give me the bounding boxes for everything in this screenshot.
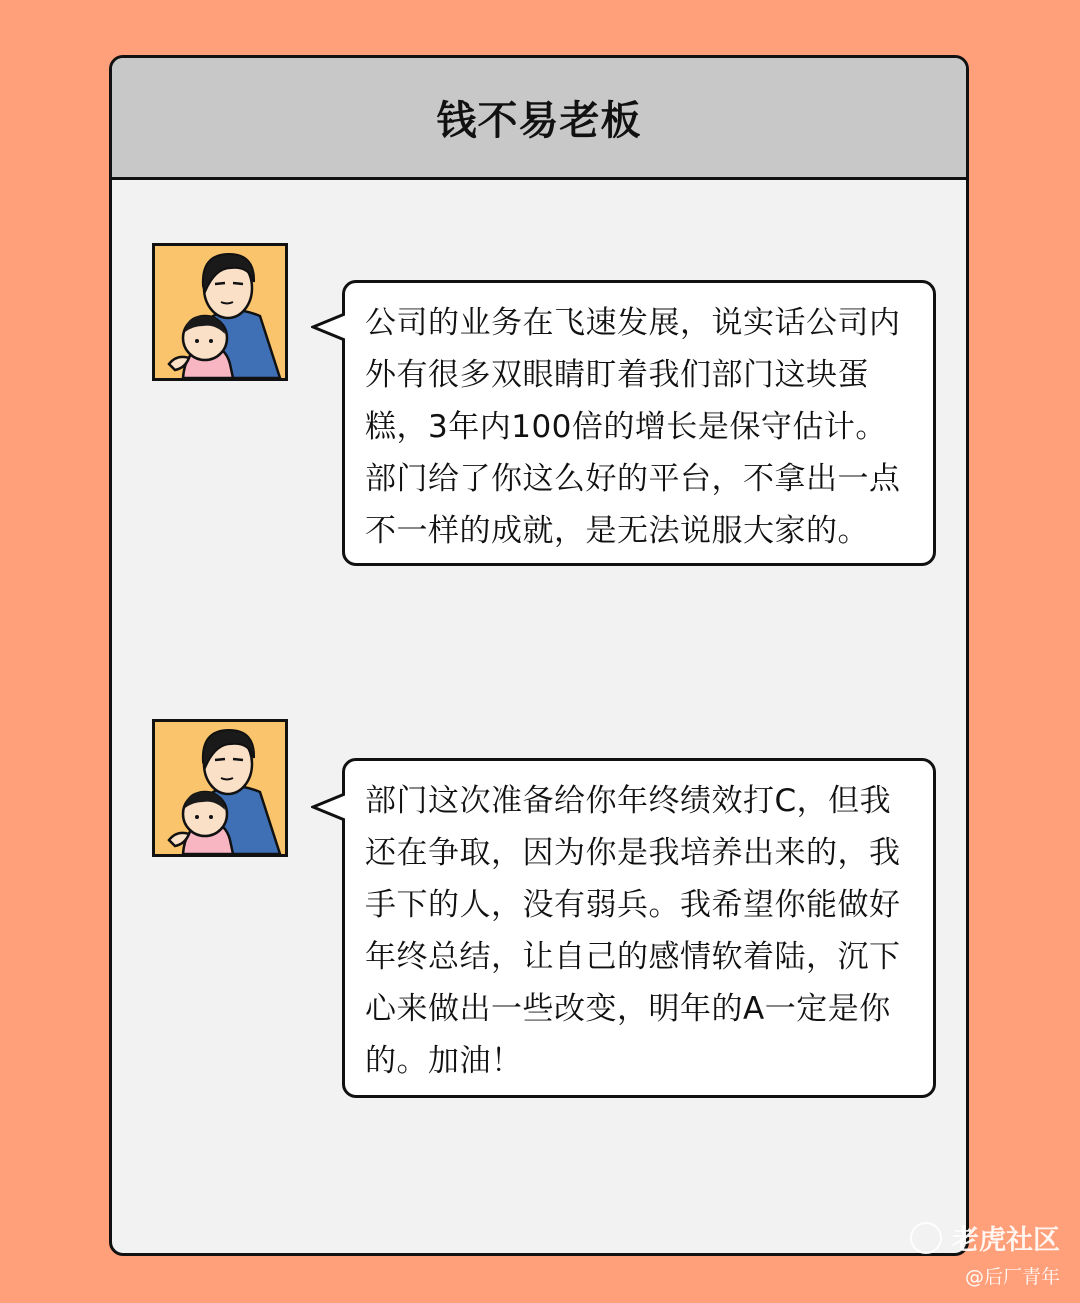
message-text-1: 公司的业务在飞速发展，说实话公司内外有很多双眼睛盯着我们部门这块蛋糕，3年内100倍的增长是保守估计。部门给了你这么好的平台，不拿出一点不一样的成就，是无法说服大家的。 bbox=[365, 305, 901, 549]
bubble-tail-icon bbox=[311, 791, 345, 823]
tiger-community-icon bbox=[910, 1222, 942, 1254]
watermark-brand: 老虎社区 bbox=[952, 1225, 1060, 1256]
boss-avatar[interactable] bbox=[152, 719, 288, 857]
chat-title: 钱不易老板 bbox=[436, 98, 642, 144]
boss-avatar[interactable] bbox=[152, 243, 288, 381]
bubble-tail-icon bbox=[311, 311, 345, 343]
watermark-credit: @后厂青年 bbox=[964, 1266, 1060, 1288]
father-holding-baby-avatar-icon bbox=[155, 246, 285, 378]
message-bubble-2 bbox=[342, 758, 936, 1098]
chat-header bbox=[112, 58, 966, 180]
chat-window bbox=[109, 55, 969, 1256]
father-holding-baby-avatar-icon bbox=[155, 722, 285, 854]
message-text-2: 部门这次准备给你年终绩效打C，但我还在争取，因为你是我培养出来的，我手下的人，没有弱兵。我希望你能做好年终总结，让自己的感情软着陆，沉下心来做出一些改变，明年的A一定是你的。加油！ bbox=[365, 783, 901, 1079]
watermark bbox=[910, 1218, 1060, 1257]
message-bubble-1 bbox=[342, 280, 936, 566]
